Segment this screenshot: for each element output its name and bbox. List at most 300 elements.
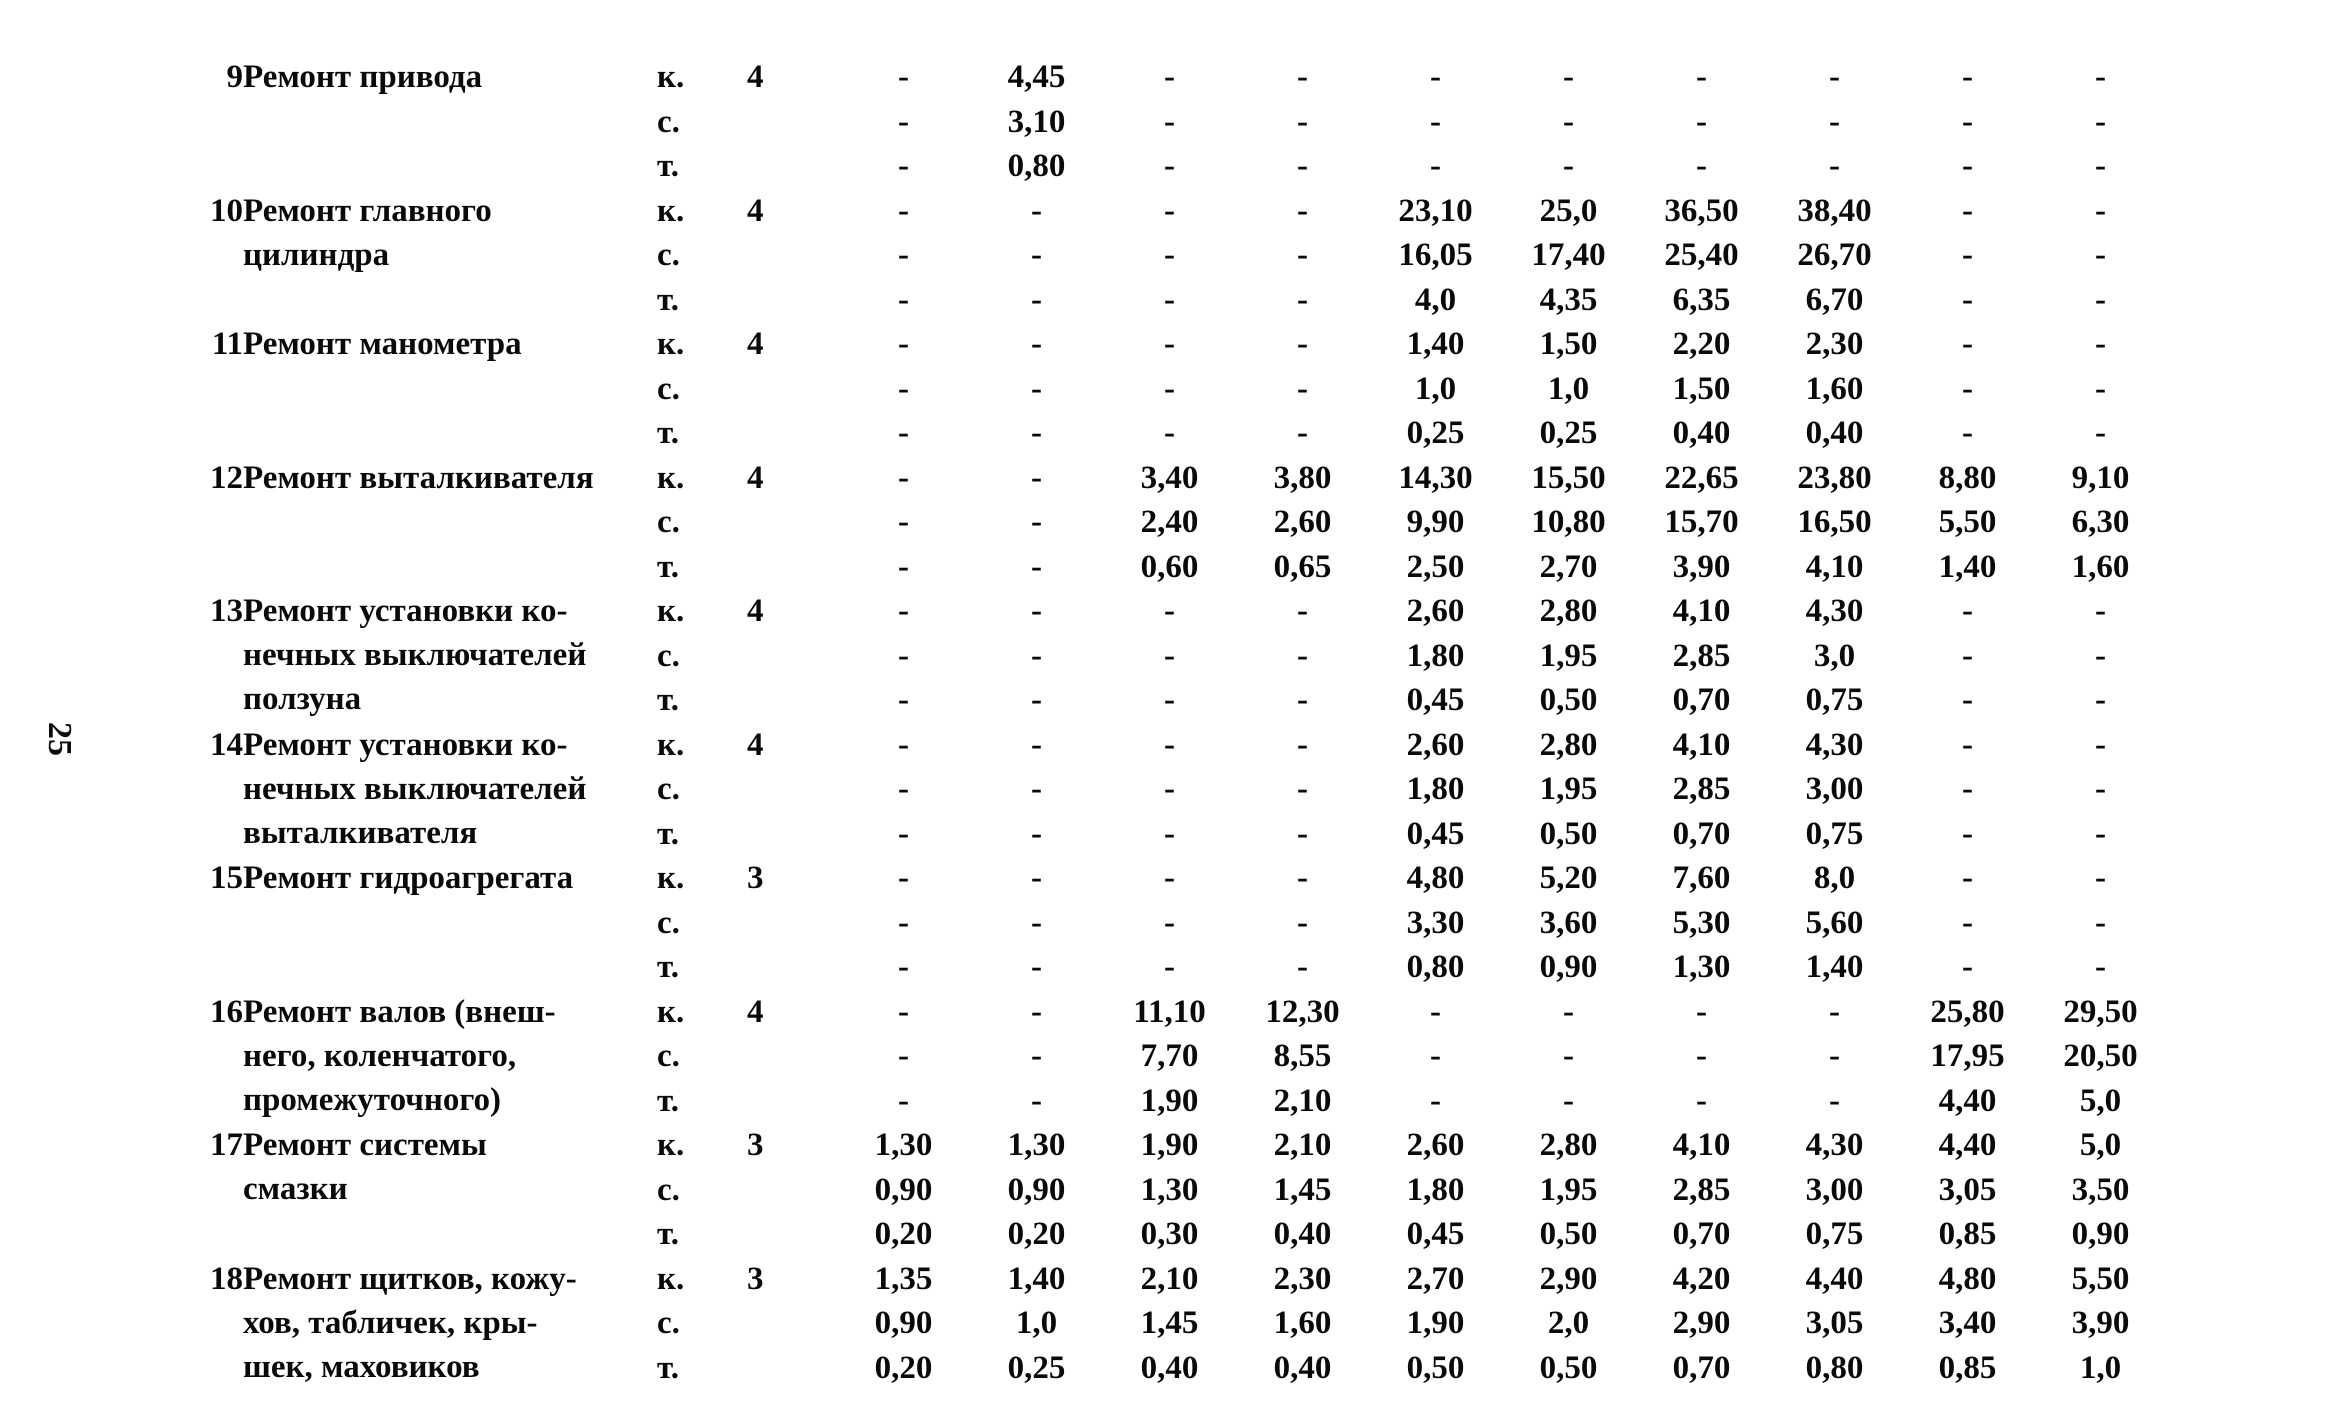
value-cell: - (1164, 237, 1175, 273)
value-cell: 1,95 (1539, 1171, 1598, 1208)
value-cell: - (1297, 237, 1308, 273)
value-cell: - (1031, 637, 1042, 674)
value-cell: - (1829, 1082, 1840, 1119)
value-cell: - (1164, 860, 1175, 896)
value-cell: 4,10 (1672, 1127, 1731, 1163)
table-row (195, 723, 2167, 768)
item-number: 16 (210, 993, 243, 1030)
value-cell: 1,45 (1140, 1305, 1199, 1341)
value-cell: 4,80 (1406, 860, 1465, 896)
item-number: 14 (210, 726, 243, 763)
value-cell: - (898, 103, 909, 140)
category-value: 4 (747, 593, 764, 629)
item-number: 17 (210, 1127, 243, 1163)
value-cell: 2,80 (1539, 726, 1598, 763)
value-cell: 1,35 (874, 1260, 933, 1297)
item-name (243, 723, 657, 857)
value-cell: - (1563, 993, 1574, 1030)
value-cell: 15,50 (1531, 459, 1606, 496)
category-value: 3 (747, 1127, 764, 1163)
unit-label: с. (657, 1171, 680, 1208)
unit-label: т. (657, 148, 679, 184)
value-cell: 2,70 (1539, 548, 1598, 585)
value-cell: - (1962, 637, 1973, 674)
value-cell: - (1164, 726, 1175, 763)
value-cell: 9,90 (1406, 504, 1465, 540)
value-cell: - (1430, 59, 1441, 95)
value-cell: - (1031, 593, 1042, 629)
value-cell: 0,90 (1007, 1171, 1066, 1208)
value-cell: 1,40 (1938, 548, 1997, 585)
value-cell: 0,70 (1672, 815, 1731, 852)
value-cell: - (1297, 103, 1308, 140)
item-number: 12 (210, 459, 243, 496)
unit-label: т. (657, 949, 679, 985)
value-cell: 0,20 (874, 1216, 933, 1252)
table-row (195, 1123, 2167, 1168)
value-cell: 0,80 (1805, 1349, 1864, 1386)
value-cell: - (1297, 726, 1308, 763)
value-cell: - (1031, 370, 1042, 407)
value-cell: - (1297, 593, 1308, 629)
unit-label: с. (657, 1038, 680, 1074)
item-name (243, 589, 657, 723)
item-name-line: Ремонт установки ко- (243, 726, 568, 763)
value-cell: 8,55 (1273, 1038, 1332, 1074)
value-cell: - (1031, 904, 1042, 941)
unit-label: т. (657, 415, 679, 451)
value-cell: - (898, 326, 909, 362)
value-cell: - (898, 815, 909, 852)
value-cell: - (1430, 148, 1441, 184)
value-cell: 3,90 (1672, 548, 1731, 585)
value-cell: 9,10 (2071, 459, 2130, 496)
value-cell: 1,60 (1273, 1305, 1332, 1341)
value-cell: 1,30 (1007, 1127, 1066, 1163)
value-cell: 1,40 (1805, 949, 1864, 985)
value-cell: - (1430, 1082, 1441, 1119)
value-cell: 2,85 (1672, 771, 1731, 807)
value-cell: - (1031, 771, 1042, 807)
value-cell: - (1297, 326, 1308, 362)
value-cell: 3,50 (2071, 1171, 2130, 1208)
value-cell: 1,80 (1406, 771, 1465, 807)
item-number: 13 (210, 593, 243, 629)
value-cell: 2,20 (1672, 326, 1731, 362)
value-cell: - (2095, 815, 2106, 852)
value-cell: 2,90 (1539, 1260, 1598, 1297)
item-name-line: смазки (243, 1171, 348, 1207)
value-cell: 3,0 (1813, 637, 1856, 674)
unit-label: к. (657, 459, 685, 496)
unit-label: к. (657, 860, 685, 896)
value-cell: - (1962, 815, 1973, 852)
value-cell: 2,60 (1406, 593, 1465, 629)
value-cell: - (1164, 281, 1175, 318)
value-cell: - (1297, 949, 1308, 985)
value-cell: - (898, 949, 909, 985)
item-name-line: него, коленчатого, (243, 1037, 517, 1074)
value-cell: 0,50 (1539, 815, 1598, 852)
value-cell: - (1164, 103, 1175, 140)
table-row (195, 189, 2167, 234)
table-row (195, 990, 2167, 1035)
value-cell: 38,40 (1797, 192, 1872, 229)
table-row (195, 322, 2167, 367)
value-cell: 11,10 (1133, 993, 1206, 1030)
value-cell: 2,30 (1805, 326, 1864, 362)
item-name-line: Ремонт гидроагрегата (243, 860, 574, 896)
item-name-line: Ремонт привода (243, 59, 483, 95)
value-cell: - (2095, 192, 2106, 229)
item-number: 10 (210, 192, 243, 229)
value-cell: 4,35 (1539, 281, 1598, 318)
value-cell: 23,10 (1398, 192, 1473, 229)
value-cell: - (1696, 993, 1707, 1030)
value-cell: - (898, 370, 909, 407)
value-cell: - (1563, 59, 1574, 95)
item-name (243, 1123, 657, 1257)
value-cell: 0,50 (1539, 1216, 1598, 1252)
value-cell: 4,40 (1938, 1082, 1997, 1119)
value-cell: - (1031, 326, 1042, 362)
value-cell: - (1829, 59, 1840, 95)
value-cell: - (1430, 1038, 1441, 1074)
item-name-line: Ремонт главного (243, 192, 492, 229)
value-cell: - (1164, 682, 1175, 718)
unit-label: с. (657, 237, 680, 273)
unit-label: т. (657, 281, 679, 318)
value-cell: - (1962, 415, 1973, 451)
value-cell: - (1962, 860, 1973, 896)
item-name (243, 55, 657, 189)
value-cell: - (1297, 771, 1308, 807)
value-cell: 2,10 (1140, 1260, 1199, 1297)
value-cell: 0,90 (1539, 949, 1598, 985)
value-cell: 23,80 (1797, 459, 1872, 496)
value-cell: - (1031, 504, 1042, 540)
value-cell: - (898, 192, 909, 229)
value-cell: 2,30 (1273, 1260, 1332, 1297)
value-cell: - (1164, 370, 1175, 407)
value-cell: 5,20 (1539, 860, 1598, 896)
value-cell: 1,80 (1406, 637, 1465, 674)
value-cell: 4,30 (1805, 593, 1864, 629)
value-cell: 4,10 (1672, 726, 1731, 763)
item-name-line: ползуна (243, 681, 362, 717)
value-cell: 5,50 (1938, 504, 1997, 540)
value-cell: - (1696, 59, 1707, 95)
value-cell: 25,0 (1539, 192, 1598, 229)
value-cell: - (1031, 459, 1042, 496)
value-cell: - (1962, 237, 1973, 273)
value-cell: - (1962, 148, 1973, 184)
item-number: 11 (211, 326, 243, 362)
value-cell: - (1031, 192, 1042, 229)
value-cell: 0,90 (874, 1305, 933, 1341)
value-cell: - (898, 993, 909, 1030)
value-cell: 0,45 (1406, 1216, 1465, 1252)
unit-label: с. (657, 637, 680, 674)
value-cell: - (1164, 59, 1175, 95)
value-cell: - (2095, 771, 2106, 807)
value-cell: - (898, 148, 909, 184)
value-cell: 4,20 (1672, 1260, 1731, 1297)
value-cell: - (2095, 593, 2106, 629)
value-cell: - (1696, 1082, 1707, 1119)
item-name-line: промежуточного) (243, 1081, 501, 1118)
value-cell: 22,65 (1664, 459, 1739, 496)
item-name-line: хов, табличек, кры- (243, 1304, 538, 1341)
value-cell: - (1962, 59, 1973, 95)
value-cell: 1,90 (1140, 1127, 1199, 1163)
value-cell: - (1962, 103, 1973, 140)
value-cell: - (1962, 192, 1973, 229)
value-cell: 7,70 (1140, 1038, 1199, 1074)
value-cell: 26,70 (1797, 237, 1872, 273)
unit-label: к. (657, 1127, 685, 1163)
unit-label: т. (657, 682, 679, 718)
value-cell: - (1164, 815, 1175, 852)
value-cell: 0,50 (1539, 1349, 1598, 1386)
value-cell: 0,30 (1140, 1216, 1199, 1252)
value-cell: 0,25 (1007, 1349, 1066, 1386)
value-cell: 1,60 (2071, 548, 2130, 585)
value-cell: 1,95 (1539, 771, 1598, 807)
value-cell: 2,60 (1406, 1127, 1465, 1163)
value-cell: 3,40 (1938, 1305, 1997, 1341)
value-cell: 2,90 (1672, 1305, 1731, 1341)
unit-label: к. (657, 593, 685, 629)
value-cell: - (2095, 637, 2106, 674)
value-cell: 3,05 (1805, 1305, 1864, 1341)
value-cell: 36,50 (1664, 192, 1739, 229)
value-cell: - (1031, 993, 1042, 1030)
value-cell: 0,70 (1672, 1349, 1731, 1386)
value-cell: - (898, 637, 909, 674)
value-cell: - (1031, 726, 1042, 763)
item-name-line: шек, маховиков (243, 1348, 480, 1385)
value-cell: 3,60 (1539, 904, 1598, 941)
value-cell: 0,40 (1140, 1349, 1199, 1386)
item-name-line: нечных выключателей (243, 770, 587, 807)
item-name-line: Ремонт валов (внеш- (243, 993, 556, 1030)
value-cell: - (1962, 949, 1973, 985)
value-cell: 2,40 (1140, 504, 1199, 540)
value-cell: 0,75 (1805, 1216, 1864, 1252)
unit-label: т. (657, 815, 679, 852)
value-cell: - (898, 860, 909, 896)
value-cell: 8,0 (1813, 860, 1856, 896)
value-cell: 16,50 (1797, 504, 1872, 540)
value-cell: 12,30 (1265, 993, 1340, 1030)
item-name (243, 322, 657, 456)
value-cell: 1,40 (1007, 1260, 1066, 1297)
value-cell: 3,00 (1805, 771, 1864, 807)
item-name (243, 990, 657, 1124)
value-cell: 5,0 (2079, 1082, 2122, 1119)
value-cell: 2,80 (1539, 593, 1598, 629)
item-name-line: выталкивателя (243, 814, 478, 851)
value-cell: 14,30 (1398, 459, 1473, 496)
category-value: 4 (747, 326, 764, 362)
value-cell: - (1031, 1082, 1042, 1119)
value-cell: 4,45 (1007, 59, 1066, 95)
value-cell: 3,80 (1273, 459, 1332, 496)
value-cell: 1,45 (1273, 1171, 1332, 1208)
value-cell: 6,35 (1672, 281, 1731, 318)
value-cell: - (2095, 860, 2106, 896)
value-cell: 0,25 (1406, 415, 1465, 451)
item-name-line: Ремонт выталкивателя (243, 459, 594, 496)
value-cell: 25,40 (1664, 237, 1739, 273)
value-cell: - (1297, 815, 1308, 852)
unit-label: к. (657, 1260, 685, 1297)
unit-label: с. (657, 771, 680, 807)
value-cell: 0,40 (1805, 415, 1864, 451)
value-cell: 4,30 (1805, 726, 1864, 763)
value-cell: - (1164, 904, 1175, 941)
category-value: 4 (747, 192, 764, 229)
value-cell: 0,90 (2071, 1216, 2130, 1252)
value-cell: - (898, 1082, 909, 1119)
value-cell: 0,25 (1539, 415, 1598, 451)
value-cell: - (1164, 415, 1175, 451)
table-row (195, 856, 2167, 901)
value-cell: 3,90 (2071, 1305, 2130, 1341)
item-name-line: Ремонт установки ко- (243, 593, 568, 629)
item-name-line: нечных выключателей (243, 637, 587, 673)
value-cell: 1,30 (1140, 1171, 1199, 1208)
value-cell: - (2095, 370, 2106, 407)
item-name-line: цилиндра (243, 236, 390, 273)
value-cell: - (1962, 771, 1973, 807)
value-cell: 0,85 (1938, 1349, 1997, 1386)
value-cell: - (1696, 103, 1707, 140)
unit-label: т. (657, 548, 679, 585)
value-cell: - (1297, 860, 1308, 896)
value-cell: 0,80 (1007, 148, 1066, 184)
unit-label: с. (657, 1305, 680, 1341)
value-cell: 1,0 (2079, 1349, 2122, 1386)
value-cell: - (2095, 59, 2106, 95)
value-cell: - (1164, 148, 1175, 184)
unit-label: к. (657, 326, 685, 362)
value-cell: 4,40 (1938, 1127, 1997, 1163)
value-cell: 2,85 (1672, 1171, 1731, 1208)
value-cell: 1,50 (1539, 326, 1598, 362)
value-cell: - (1031, 949, 1042, 985)
category-value: 4 (747, 726, 764, 763)
value-cell: 1,90 (1406, 1305, 1465, 1341)
category-value: 4 (747, 459, 764, 496)
value-cell: 0,75 (1805, 815, 1864, 852)
table-row (195, 1257, 2167, 1302)
value-cell: - (1829, 103, 1840, 140)
item-name-line: Ремонт манометра (243, 326, 522, 362)
value-cell: - (1164, 771, 1175, 807)
value-cell: 0,85 (1938, 1216, 1997, 1252)
value-cell: - (1563, 1082, 1574, 1119)
value-cell: - (1297, 682, 1308, 718)
value-cell: - (898, 59, 909, 95)
value-cell: - (1430, 993, 1441, 1030)
table-row (195, 55, 2167, 100)
value-cell: - (898, 1038, 909, 1074)
value-cell: - (898, 237, 909, 273)
value-cell: - (1962, 904, 1973, 941)
value-cell: 4,0 (1414, 281, 1457, 318)
unit-label: т. (657, 1216, 679, 1252)
value-cell: 10,80 (1531, 504, 1606, 540)
value-cell: 3,00 (1805, 1171, 1864, 1208)
value-cell: - (1696, 148, 1707, 184)
value-cell: 2,85 (1672, 637, 1731, 674)
value-cell: - (898, 548, 909, 585)
value-cell: - (1297, 192, 1308, 229)
value-cell: - (2095, 103, 2106, 140)
unit-label: к. (657, 192, 685, 229)
value-cell: - (1031, 281, 1042, 318)
value-cell: 1,0 (1414, 370, 1457, 407)
value-cell: - (1962, 281, 1973, 318)
category-value: 3 (747, 1260, 764, 1297)
value-cell: - (1297, 148, 1308, 184)
value-cell: 17,40 (1531, 237, 1606, 273)
value-cell: 2,60 (1273, 504, 1332, 540)
table-body (195, 55, 2167, 1390)
value-cell: 2,10 (1273, 1082, 1332, 1119)
unit-label: т. (657, 1349, 679, 1386)
value-cell: - (1297, 281, 1308, 318)
value-cell: 17,95 (1930, 1038, 2005, 1074)
item-name (243, 189, 657, 323)
value-cell: 5,0 (2079, 1127, 2122, 1163)
value-cell: - (1563, 1038, 1574, 1074)
unit-label: т. (657, 1082, 679, 1119)
value-cell: - (1164, 593, 1175, 629)
value-cell: 0,20 (874, 1349, 933, 1386)
value-cell: - (1031, 237, 1042, 273)
value-cell: 0,50 (1406, 1349, 1465, 1386)
value-cell: - (1031, 860, 1042, 896)
value-cell: - (1297, 370, 1308, 407)
value-cell: - (1297, 904, 1308, 941)
value-cell: 0,60 (1140, 548, 1199, 585)
value-cell: - (2095, 415, 2106, 451)
unit-label: к. (657, 993, 685, 1030)
value-cell: 1,0 (1547, 370, 1590, 407)
value-cell: - (1031, 548, 1042, 585)
value-cell: 1,60 (1805, 370, 1864, 407)
value-cell: 1,90 (1140, 1082, 1199, 1119)
value-cell: 3,05 (1938, 1171, 1997, 1208)
item-number: 9 (226, 59, 243, 95)
item-number: 18 (210, 1260, 243, 1297)
value-cell: 5,30 (1672, 904, 1731, 941)
value-cell: - (1829, 148, 1840, 184)
value-cell: 6,30 (2071, 504, 2130, 540)
value-cell: 16,05 (1398, 237, 1473, 273)
value-cell: - (1297, 415, 1308, 451)
page-number: 25 (41, 722, 78, 756)
value-cell: - (2095, 949, 2106, 985)
value-cell: 3,40 (1140, 459, 1199, 496)
item-name-line: Ремонт системы (243, 1127, 487, 1163)
value-cell: 1,0 (1015, 1305, 1058, 1341)
value-cell: 3,30 (1406, 904, 1465, 941)
value-cell: 6,70 (1805, 281, 1864, 318)
